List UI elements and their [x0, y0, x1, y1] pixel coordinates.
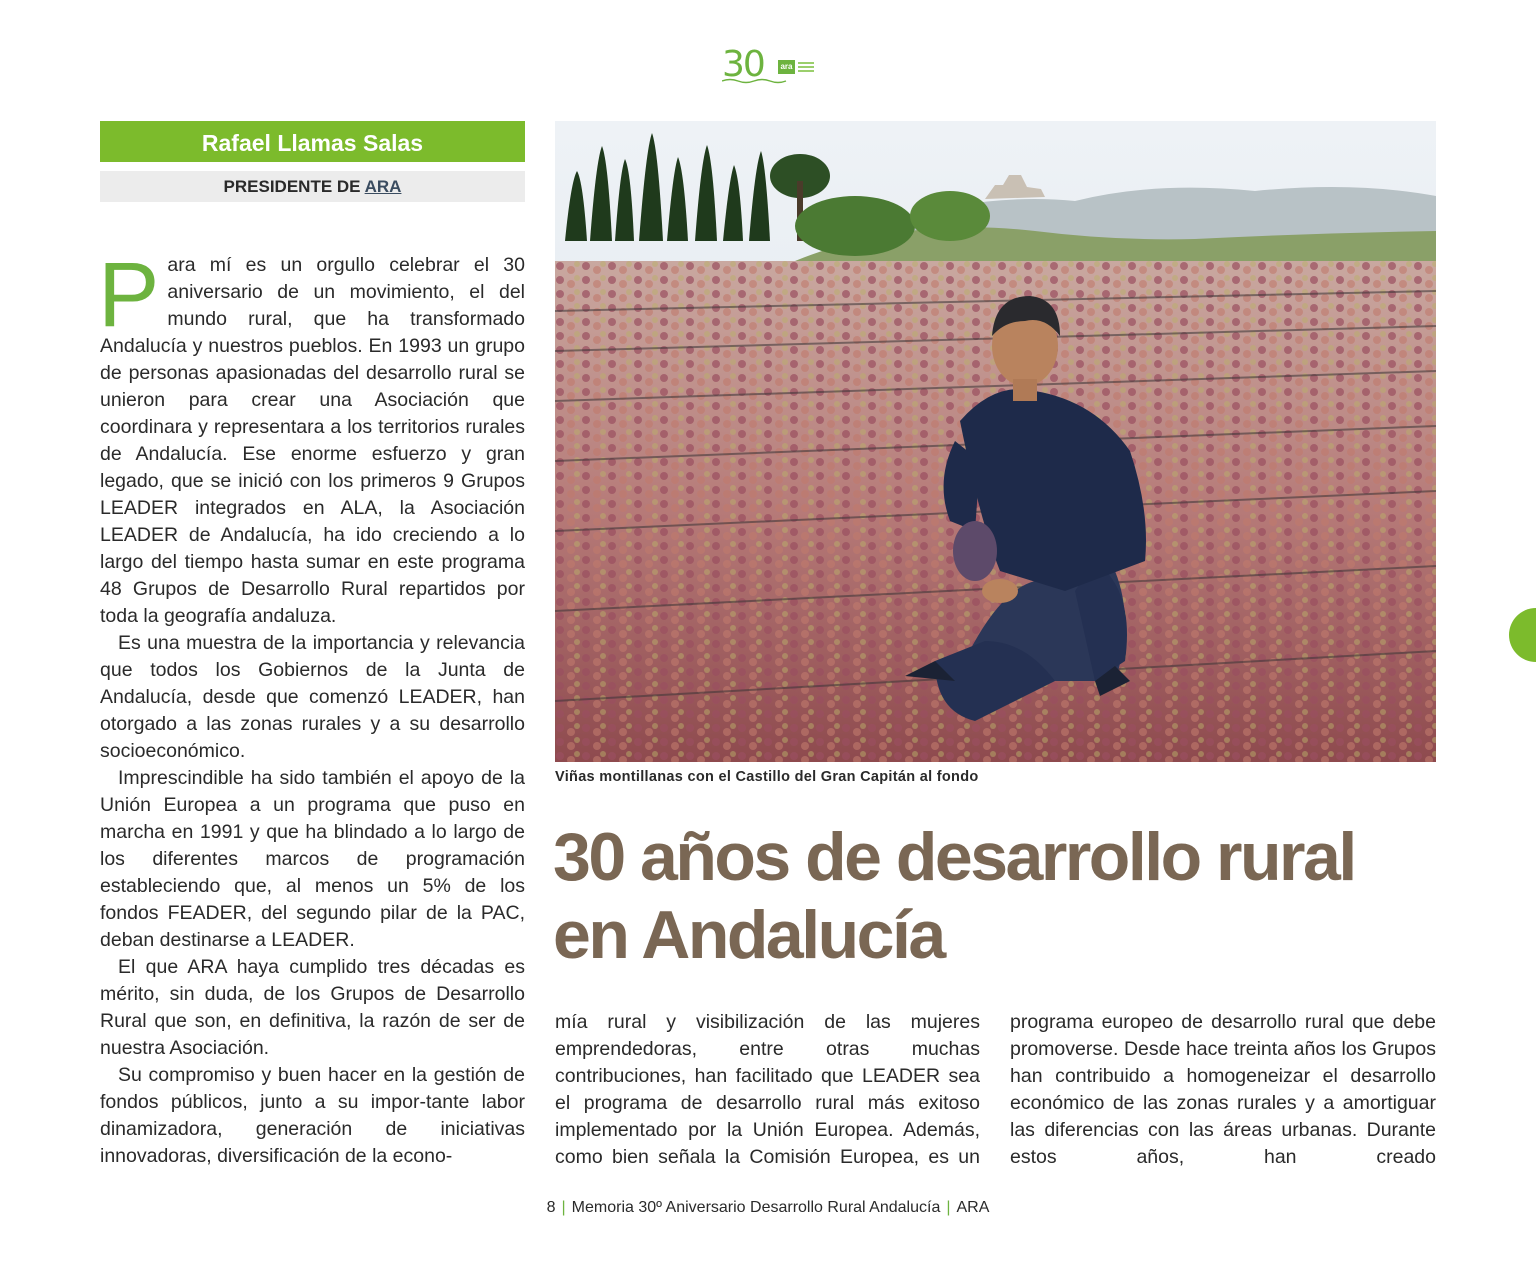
photo-caption: Viñas montillanas con el Castillo del Gran Capitán al fondo: [555, 769, 979, 785]
anniversary-logo: [722, 44, 814, 90]
footer-org: ARA: [956, 1199, 990, 1216]
section-tab: [1509, 608, 1536, 662]
paragraph: [98, 244, 525, 630]
author-role-prefix: PRESIDENTE DE: [223, 177, 365, 196]
headline-line-2: en Andalucía: [553, 897, 944, 973]
footer-separator: |: [561, 1199, 566, 1216]
article-headline: [553, 818, 1453, 974]
paragraph: programa europeo de desarrollo rural que debe promoverse. Desde hace treinta años los Grupos han contribuido a homogeneizar el desarrollo económico de las zonas rurales y a amortiguar las diferencias con las áreas urbanas. Durante estos años, han creado: [1010, 1011, 1436, 1168]
logo-lines: [798, 62, 814, 74]
paragraph: mía rural y visibilización de las mujeres emprendedoras, entre otras muchas contribuciones, han facilitado que LEADER sea el programa de desarrollo rural más exitoso implementado por la Unión Europea. Además, como bien señala la Comisión Europea, es un: [555, 1011, 980, 1168]
article-column-3: [1010, 1009, 1436, 1171]
vineyard-photo: [555, 121, 1436, 762]
paragraph: Es una muestra de la importancia y relevancia que todos los Gobiernos de la Junta de Andalucía, desde que comenzó LEADER, han otorgado a las zonas rurales y a su desarrollo socioeconómico.: [100, 632, 525, 762]
logo-wave-icon: [722, 78, 792, 84]
paragraph-text: ara mí es un orgullo celebrar el 30 aniversario de un movimiento, el del mundo rural, que ha transformado Andalucía y nuestros pueblos. En 1993 un grupo de personas apasionadas del desarrollo rural se unieron para crear una Asociación que coordinara y representara a los territorios rurales de Andalucía. Ese enorme esfuerzo y gran legado, que se inició con los primeros 9 Grupos LEADER integrados en ALA, la Asociación LEADER de Andalucía, ha ido creciendo a lo largo del tiempo hasta sumar en este programa 48 Grupos de Desarrollo Rural repartidos por toda la geografía andaluza.: [100, 254, 525, 627]
article-column-1: [98, 244, 525, 1170]
author-role: [100, 171, 525, 202]
article-column-2: [555, 1009, 980, 1171]
logo-brand: ara: [778, 60, 795, 74]
footer-separator: |: [946, 1199, 951, 1216]
page-footer: [0, 1199, 1536, 1217]
vineyard-photo-illustration: [555, 121, 1436, 762]
paragraph: Su compromiso y buen hacer en la gestión de fondos públicos, junto a su impor-tante labor dinamizadora, generación de iniciativas innovadoras, diversificación de la econo-: [100, 1064, 525, 1167]
headline-line-1: 30 años de desarrollo rural: [553, 819, 1355, 895]
paragraph: El que ARA haya cumplido tres décadas es mérito, sin duda, de los Grupos de Desarrollo Rural que son, en definitiva, la razón de ser de nuestra Asociación.: [100, 956, 525, 1059]
paragraph: Imprescindible ha sido también el apoyo de la Unión Europea a un programa que puso en marcha en 1991 y que ha blindado a lo largo de los diferentes marcos de programación estableciendo que, al menos un 5% de los fondos FEADER, del segundo pilar de la PAC, deban destinarse a LEADER.: [100, 767, 525, 951]
logo-number: 30: [722, 44, 764, 85]
author-name: Rafael Llamas Salas: [100, 121, 525, 162]
publication-title: Memoria 30º Aniversario Desarrollo Rural Andalucía: [571, 1199, 941, 1216]
page-number: 8: [546, 1199, 556, 1216]
author-role-link[interactable]: ARA: [364, 177, 402, 196]
drop-cap: P: [98, 244, 160, 346]
